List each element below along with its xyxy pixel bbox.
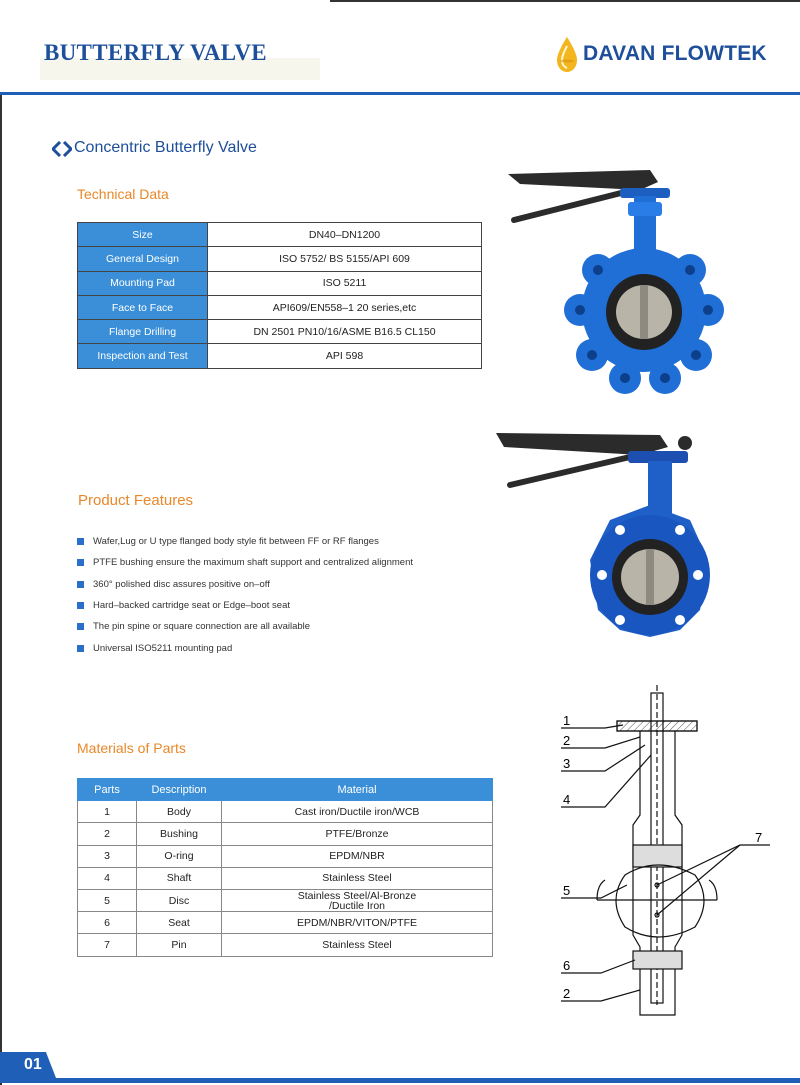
table-value: API 598 — [208, 344, 482, 368]
table-key: Mounting Pad — [78, 271, 208, 295]
page-title: BUTTERFLY VALVE — [44, 40, 267, 65]
table-key: Flange Drilling — [78, 320, 208, 344]
valve-section-diagram — [545, 685, 785, 1030]
materials-table — [77, 778, 493, 957]
brand-logo-text: DAVAN FLOWTEK — [583, 42, 767, 65]
technical-data-table — [77, 222, 482, 369]
diagram-label: 1 — [563, 713, 571, 728]
page-number: 01 — [24, 1056, 42, 1073]
list-item: PTFE bushing ensure the maximum shaft support and centralized alignment — [77, 552, 413, 573]
table-row: 5 Disc Stainless Steel/Al-Bronze /Ductile Iron — [78, 889, 493, 911]
materials-heading: Materials of Parts — [77, 740, 186, 756]
left-border-line — [0, 95, 2, 1085]
table-row: 1 Body Cast iron/Ductile iron/WCB — [78, 801, 493, 823]
list-item: Wafer,Lug or U type flanged body style fit between FF or RF flanges — [77, 531, 413, 552]
footer-rule — [0, 1078, 800, 1083]
list-item: Universal ISO5211 mounting pad — [77, 637, 413, 658]
square-bullet-icon — [77, 623, 84, 630]
table-header-row — [78, 779, 493, 801]
table-row — [78, 320, 482, 344]
top-border-line — [330, 0, 800, 2]
list-item: Hard–backed cartridge seat or Edge–boot seat — [77, 595, 413, 616]
column-header: Description — [137, 779, 222, 801]
list-item: The pin spine or square connection are all available — [77, 616, 413, 637]
table-key: Inspection and Test — [78, 344, 208, 368]
wafer-valve-image — [490, 425, 730, 665]
square-bullet-icon — [77, 538, 84, 545]
diagram-label: 3 — [563, 756, 571, 771]
square-bullet-icon — [77, 645, 84, 652]
oil-drop-logo-icon — [555, 36, 579, 74]
features-list — [77, 531, 413, 659]
table-row: 3 O-ring EPDM/NBR — [78, 845, 493, 867]
column-header: Parts — [78, 779, 137, 801]
diagram-label: 7 — [755, 830, 763, 845]
product-features-heading: Product Features — [78, 492, 194, 509]
square-bullet-icon — [77, 602, 84, 609]
table-value: ISO 5211 — [208, 271, 482, 295]
section-title: Concentric Butterfly Valve — [74, 139, 257, 156]
diamond-arrows-icon — [52, 141, 72, 157]
diagram-label: 2 — [563, 986, 571, 1001]
table-row — [78, 295, 482, 319]
table-row: 6 Seat EPDM/NBR/VITON/PTFE — [78, 912, 493, 934]
table-row — [78, 223, 482, 247]
table-row — [78, 344, 482, 368]
square-bullet-icon — [77, 559, 84, 566]
diagram-label: 5 — [563, 883, 571, 898]
table-value: API609/EN558–1 20 series,etc — [208, 295, 482, 319]
list-item: 360° polished disc assures positive on–off — [77, 574, 413, 595]
table-row — [78, 247, 482, 271]
table-value: DN 2501 PN10/16/ASME B16.5 CL150 — [208, 320, 482, 344]
diagram-label: 6 — [563, 958, 571, 973]
table-key: General Design — [78, 247, 208, 271]
table-value: ISO 5752/ BS 5155/API 609 — [208, 247, 482, 271]
diagram-label: 4 — [563, 792, 571, 807]
table-row — [78, 271, 482, 295]
table-key: Size — [78, 223, 208, 247]
table-row: 7 Pin Stainless Steel — [78, 934, 493, 956]
table-row: 4 Shaft Stainless Steel — [78, 867, 493, 889]
header-rule — [0, 92, 800, 95]
diagram-label: 2 — [563, 733, 571, 748]
table-key: Face to Face — [78, 295, 208, 319]
technical-data-heading: Technical Data — [77, 186, 169, 202]
table-value: DN40–DN1200 — [208, 223, 482, 247]
column-header: Material — [222, 779, 493, 801]
square-bullet-icon — [77, 581, 84, 588]
lug-valve-image — [500, 160, 730, 400]
table-row: 2 Bushing PTFE/Bronze — [78, 823, 493, 845]
